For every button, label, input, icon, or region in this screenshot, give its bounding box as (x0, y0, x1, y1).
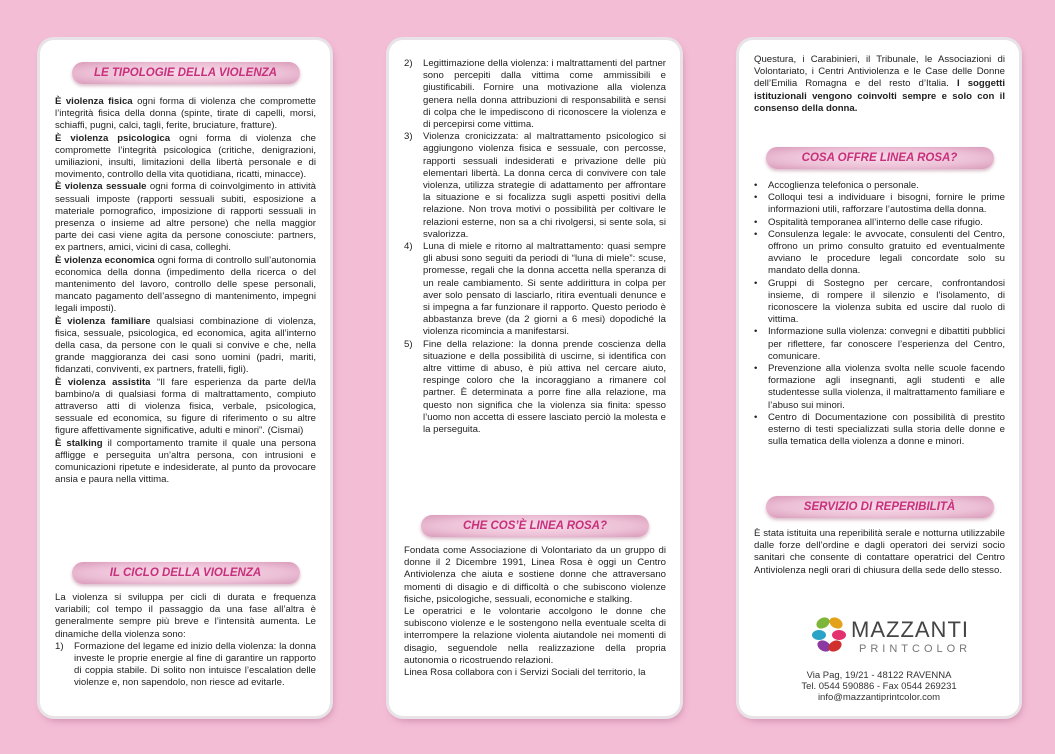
email: info@mazzantiprintcolor.com (817, 692, 941, 703)
violence-types-section (55, 62, 316, 487)
collaboration-bold: I soggetti istituzionali vengono coinvolti sempre e solo con il consenso della donna. (754, 78, 1006, 114)
list-item: • Ospitalità temporanea all’interno delle case rifugio. (754, 217, 1005, 229)
offer-section (754, 147, 1005, 448)
collaboration-paragraph (754, 54, 1005, 115)
list-number: 3) (404, 131, 413, 143)
cycle-continued (404, 58, 666, 436)
section-title-violence-cycle: IL CICLO DELLA VIOLENZA (72, 562, 300, 584)
offer-list (754, 180, 1005, 448)
list-text: Violenza cronicizzata: al maltrattamento psicologico si aggiungono violenza fisica e sessuale, con percosse, rapporti sessuali indesiderati e privazione delle più elementari libertà. La donna cerca di convivere con tale violenza, utilizza strategie di adattamento per affrontare la situazione e si focalizza sugli aspetti positivi della relazione. Non trova motivi o possibilità per coltivare le relazioni esterne, non sa a chi rivolgersi, si sente sola, si svalorizza. (423, 131, 666, 240)
violence-type-description: il comportamento tramite il quale una persona affligge e perseguita un’altra persona, con intrusioni e comunicazioni ripetute e indesiderate, al punto da provocare ansia e paura nella vittima. (55, 437, 316, 486)
section-title-offer: COSA OFFRE LINEA ROSA? (766, 147, 994, 169)
cycle-list-continued (404, 58, 666, 436)
violence-type-entry (55, 133, 316, 181)
logo-name: MAZZANTI (851, 617, 969, 642)
violence-type-term: È violenza fisica (55, 96, 133, 107)
section-title-about: CHE COS’È LINEA ROSA? (421, 515, 649, 537)
list-number: 1) (55, 640, 64, 652)
list-item: • Centro di Documentazione con possibilità di prestito esterno di testi specializzati sulla storia delle donne e sulla tematica della violenza a donne e minori. (754, 412, 1005, 449)
violence-type-entry (55, 96, 316, 131)
violence-cycle-section (55, 562, 316, 690)
violence-type-term: È violenza sessuale (55, 181, 147, 193)
list-item (404, 131, 666, 241)
list-text: Formazione del legame ed inizio della violenza: la donna investe le proprie energie al fine di garantire un rapporto di coppia stabile. Di solito non intuisce l’escalation delle violenze e, non sapendolo, non riesce ad evitarle. (74, 640, 316, 689)
panel-right (739, 40, 1019, 716)
violence-type-term: È violenza economica (55, 254, 155, 266)
list-item: • Gruppi di Sostegno per cercare, confrontandosi insieme, di rompere il silenzio e l’isolamento, di riconoscere la violenza subita ed uscire dal ruolo di vittima. (754, 278, 1005, 327)
cycle-intro: La violenza si sviluppa per cicli di durata e frequenza variabili; col tempo il passaggio da una fase all’altra è generalmente sempre più breve e l’intensità aumenta. Le dinamiche della violenza sono: (55, 592, 316, 640)
list-item (404, 58, 666, 131)
mazzanti-logo (809, 613, 989, 673)
list-item: • Colloqui tesi a individuare i bisogni, fornire le prime informazioni utili, rafforzare l’autostima della donna. (754, 192, 1005, 216)
violence-type-term: È violenza psicologica (55, 132, 171, 144)
service-paragraph: È stata istituita una reperibilità serale e notturna utilizzabile dalle forze dell’ordine e dagli operatori dei servizi socio sanitari che consente di contattare operatrici del Centro Antiviolenza negli orari di chiusura della sede dello stesso. (754, 528, 1005, 576)
violence-type-term: È stalking (55, 437, 103, 449)
about-paragraph-1: Fondata come Associazione di Volontariato da un gruppo di donne il 2 Dicembre 1991, Linea Rosa è oggi un Centro Antiviolenza che aiuta e sostiene donne che attraversano momenti di disagio e di difficoltà o che subiscono violenze fisiche, psicologiche, sessuali, economiche e stalking. (404, 545, 666, 605)
violence-type-entry (55, 181, 316, 253)
address: Via Pag, 19/21 - 48122 RAVENNA (806, 670, 952, 681)
section-title-service: SERVIZIO DI REPERIBILITÀ (766, 496, 994, 518)
about-paragraph-3: Linea Rosa collabora con i Servizi Sociali del territorio, la (404, 667, 646, 679)
list-number: 4) (404, 241, 413, 253)
violence-type-description: ogni forma di violenza che compromette l’integrità fisica della donna (spinte, tirate di capelli, morsi, schiaffi, pugni, calci, tagli, ferite, bruciature, fratture). (55, 96, 316, 132)
phone-fax: Tel. 0544 590886 - Fax 0544 269231 (801, 681, 957, 692)
violence-type-term: È violenza assistita (55, 376, 151, 388)
violence-type-description: ogni forma di coinvolgimento in attività sessuali imposte (rapporti sessuali subiti, esposizione a materiale pornografico, imposizione di rapporti sessuali in presenza o insieme ad altre persone) che nella maggior parte dei casi viene agita da persone conosciute: partners, ex partners, amici, vicini di casa, colleghi. (55, 181, 316, 254)
about-section (404, 515, 666, 679)
list-item: • Accoglienza telefonica o personale. (754, 180, 1005, 192)
violence-types-list (55, 96, 316, 487)
violence-type-description: ogni forma di violenza che compromette l’integrità psicologica (critiche, denigrazioni, umiliazioni, insulti, limitazioni della libertà personale e di movimento, controllo della vita quotidiana, ricatti, minacce). (55, 132, 317, 181)
list-item: • Informazione sulla violenza: convegni e dibattiti pubblici per riflettere, far conoscere l’esperienza del Centro, comunicare. (754, 326, 1005, 363)
panel-left (40, 40, 330, 716)
violence-type-entry (55, 255, 316, 315)
violence-type-entry (55, 377, 316, 437)
list-text: Fine della relazione: la donna prende coscienza della situazione e della possibilità di uscirne, si identifica con altre vittime di abuso, è più attiva nel cercare aiuto, respinge coloro che la incoraggiano a rimanere col partner. È determinata a porre fine alla relazione, ma questo non significa che la violenza sia finita: spesso l’uomo non accetta di essere lasciato perciò la molesta e la perseguita. (423, 338, 666, 436)
logo-subtitle: PRINTCOLOR (859, 643, 972, 655)
collaboration-section (754, 54, 1005, 115)
flower-icon (809, 613, 849, 657)
list-text: Luna di miele e ritorno al maltrattamento: quasi sempre gli abusi sono seguiti da periodi di “luna di miele”: scuse, promesse, regali che la donna accetta nella speranza di un reale cambiamento. Si sente addirittura in colpa per aver solo pensato di lasciarlo, ritira eventuali denunce e si impegna a far funzionare il rapporto. Questo periodo è abbastanza breve (da 2 giorni a 6 mesi) dopodiché la violenza ricomincia a manifestarsi. (423, 241, 666, 338)
list-item: • Prevenzione alla violenza svolta nelle scuole facendo formazione agli insegnanti, agli studenti e alle studentesse sulla violenza, il maltrattamento familiare e l’abuso sui minori. (754, 363, 1005, 412)
violence-type-description: qualsiasi combinazione di violenza, fisica, sessuale, psicologica, ed economica, agita all’interno della casa, da persone con le quali si convive e che, nella grande maggioranza dei casi sono uomini (padri, mariti, fidanzati, conviventi, ex partners, fratelli, figli). (55, 315, 317, 376)
list-number: 2) (404, 58, 413, 69)
service-section (754, 496, 1005, 577)
list-item (404, 339, 666, 437)
list-item: • Consulenza legale: le avvocate, consulenti del Centro, offrono un primo consulto gratuito ed eventualmente avviano le procedure legali concordate solo su mandato della donna. (754, 229, 1005, 278)
list-item (55, 641, 316, 690)
list-text: Legittimazione della violenza: i maltrattamenti del partner sono percepiti dalla vittima come ammissibili e giustificabili. Fornire una motivazione alla violenza genera nella donna attribuzioni di responsabilità e sensi di colpa che le impediscono di riconoscere la violenza e di percepirsi come vittima. (423, 58, 666, 131)
violence-type-description: “Il fare esperienza da parte del/la bambino/a di qualsiasi forma di maltrattamento, compiuto attraverso atti di violenza fisica, verbale, psicologica, sessuale ed economica, su figure di riferimento o su altre figure affettivamente significative, adulti e minori”. (Cismai) (55, 376, 316, 437)
violence-type-description: ogni forma di controllo sull’autonomia economica della donna (impedimento della ricerca o del mantenimento del lavoro, controllo delle spese personali, mancato pagamento dell’assegno di mantenimento, impegni legali imposti). (55, 254, 316, 315)
collaboration-text: Questura, i Carabinieri, il Tribunale, le Associazioni di Volontariato, i Centri Antiviolenza e le Case delle Donne dell’Emilia Romagna e del resto d’Italia. (754, 54, 1005, 90)
violence-type-entry (55, 316, 316, 376)
violence-type-entry (55, 438, 316, 486)
cycle-list (55, 641, 316, 690)
list-item (404, 241, 666, 339)
panel-middle (389, 40, 680, 716)
section-title-violence-types: LE TIPOLOGIE DELLA VIOLENZA (72, 62, 300, 84)
list-number: 5) (404, 338, 413, 350)
violence-type-term: È violenza familiare (55, 315, 151, 327)
about-paragraph-2: Le operatrici e le volontarie accolgono le donne che subiscono violenze e le sostengono nella eventuale scelta di interrompere la relazione violenta aiutandole nei momenti di disagio, seguendole nella realizzazione della propria autonomia o ricostruendo relazioni. (404, 606, 666, 666)
